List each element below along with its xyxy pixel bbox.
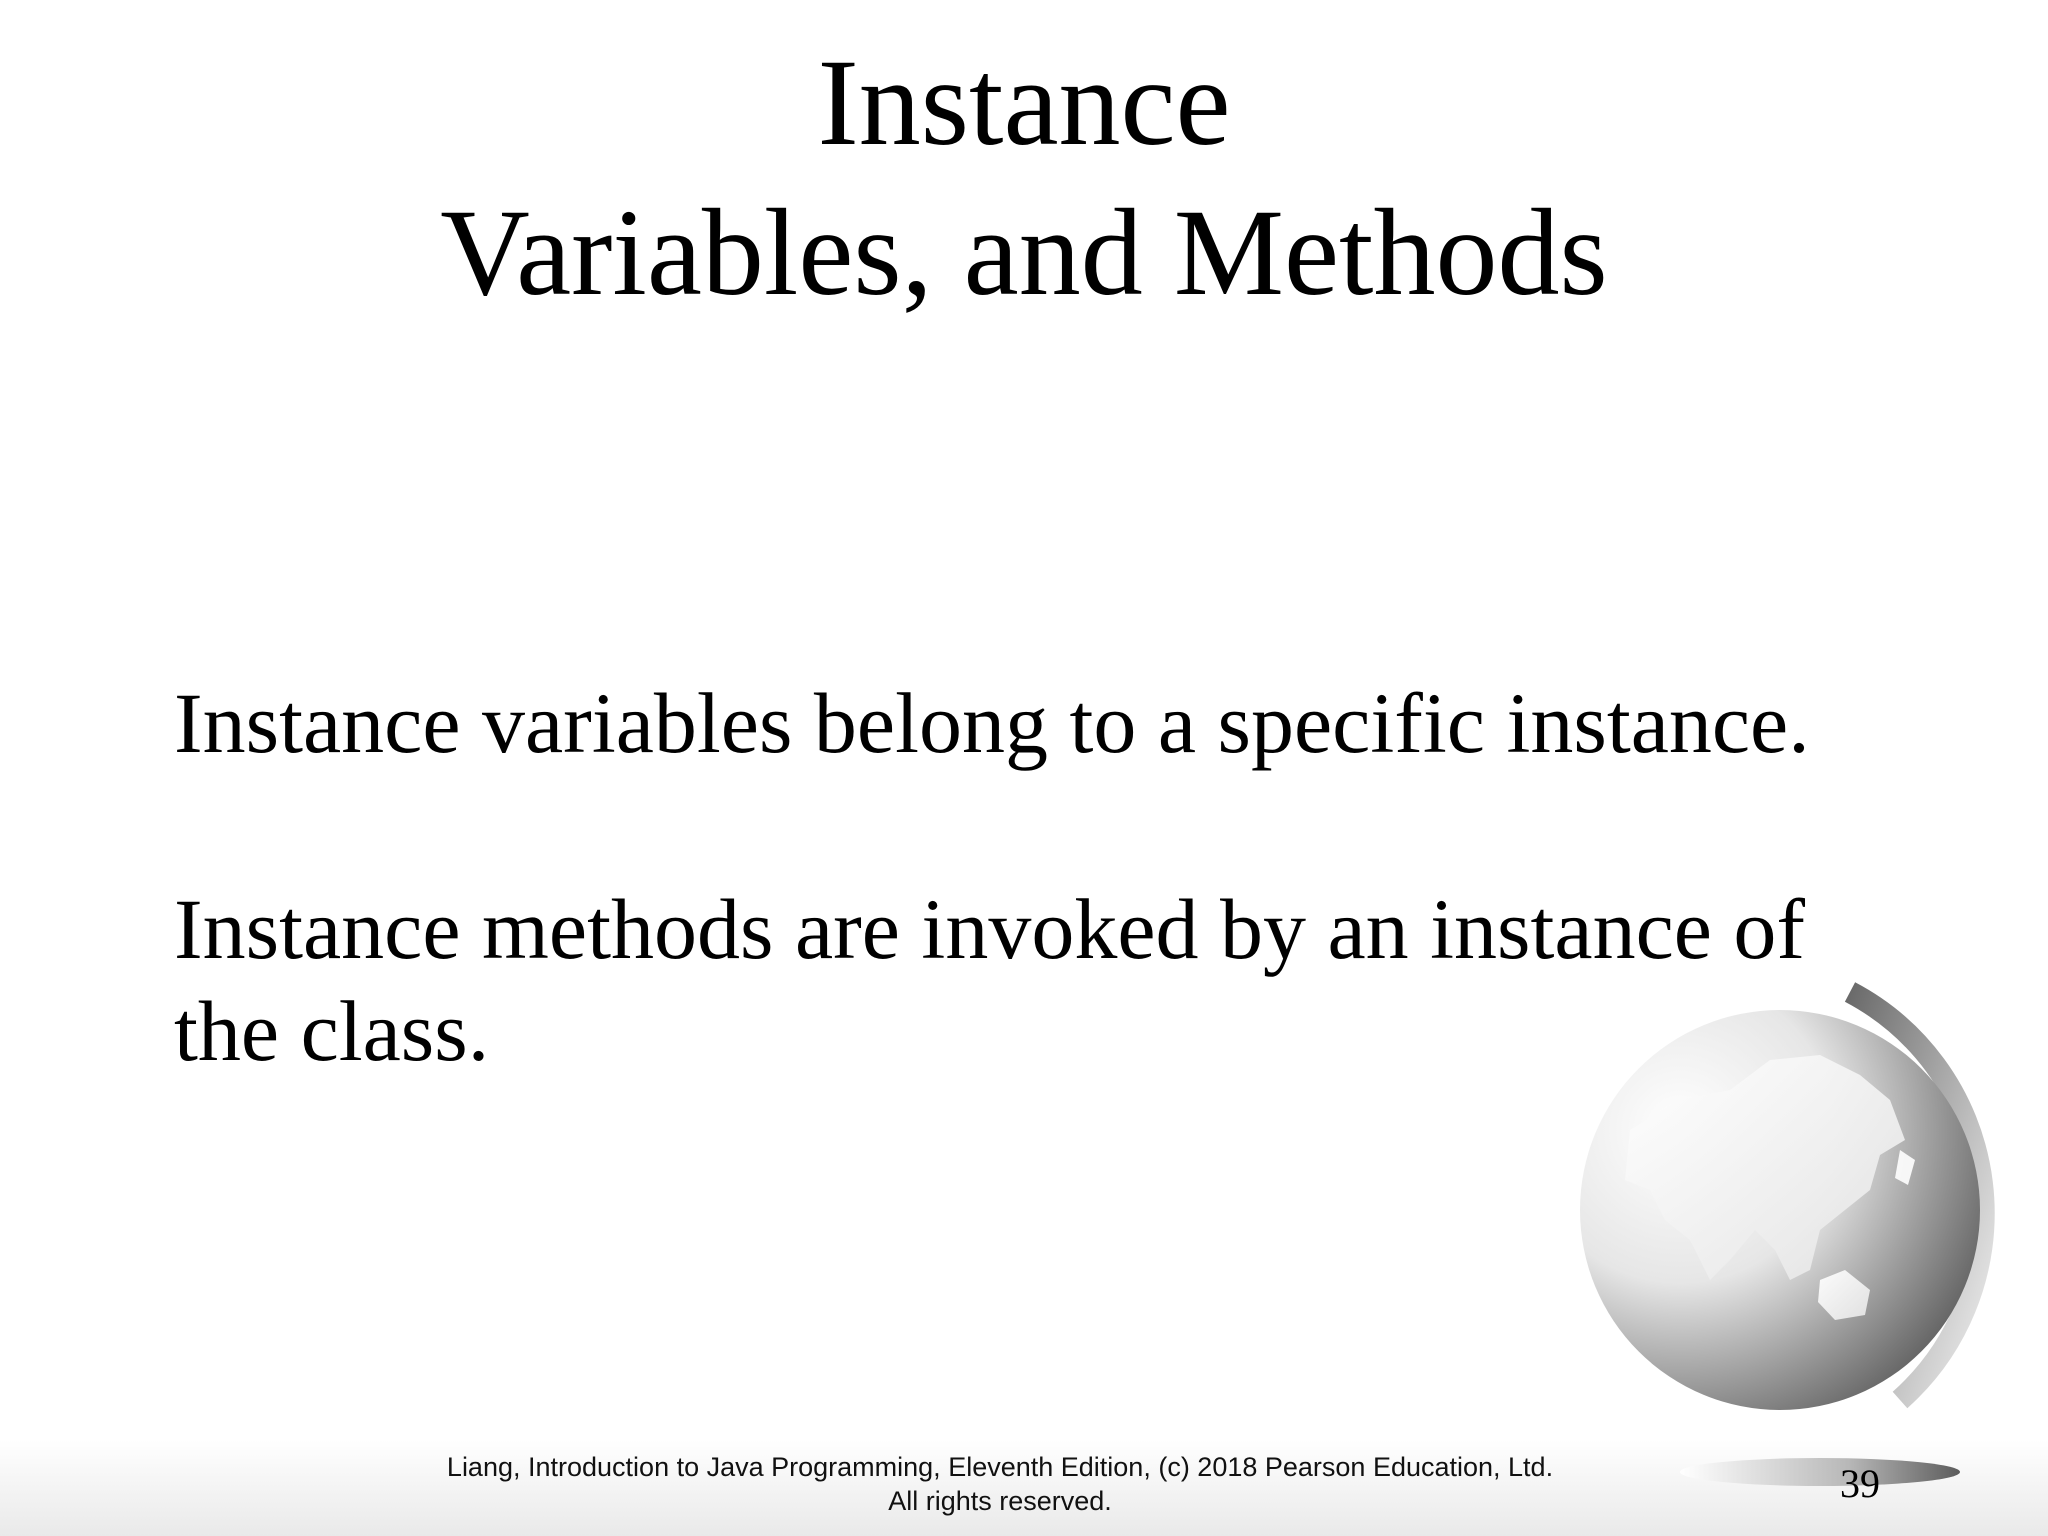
slide-title [0, 28, 2048, 328]
body-paragraph-instance-variables: Instance variables belong to a specific instance. [174, 675, 1810, 771]
slide-title-line-1: Instance [817, 34, 1231, 171]
globe-icon [1570, 980, 2040, 1500]
slide-title-line-2: Variables, and Methods [440, 184, 1608, 321]
footer-copyright [360, 1450, 1640, 1518]
footer-line-2: All rights reserved. [888, 1486, 1112, 1516]
footer-line-1: Liang, Introduction to Java Programming, Eleventh Edition, (c) 2018 Pearson Education, Ltd. [446, 1452, 1554, 1482]
page-number: 39 [1840, 1461, 1880, 1506]
body-paragraph-instance-methods: Instance methods are invoked by an instance of the class. [174, 881, 1806, 1079]
